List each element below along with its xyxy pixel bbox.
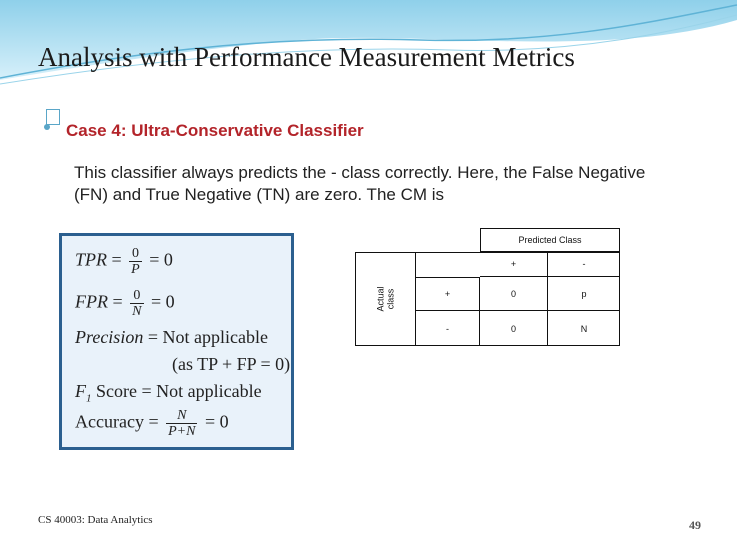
- col-header-minus: -: [548, 252, 620, 277]
- confusion-matrix: [355, 228, 620, 346]
- fpr-denominator: N: [132, 304, 142, 319]
- case-description: This classifier always predicts the - class correctly. Here, the False Negative (FN) and True Negative (TN) are zero. The CM is: [74, 163, 646, 204]
- fpr-numerator: 0: [130, 288, 143, 304]
- tpr-numerator: 0: [129, 246, 142, 262]
- accuracy-numerator: N: [177, 408, 187, 423]
- fpr-label: FPR: [75, 291, 108, 312]
- fpr-fraction: [130, 288, 143, 319]
- precision-formula: Precision = Not applicable: [75, 327, 268, 347]
- formula-box: [59, 233, 294, 450]
- accuracy-formula: Accuracy = $\frac{N}{P+N}$ = 0: [75, 408, 229, 439]
- f1-formula: $F_1$ Score = Not applicable: [75, 381, 262, 405]
- tpr-formula: TPR = $\frac{0}{P}$ = 0: [75, 246, 173, 277]
- cell-plus-plus: 0: [480, 277, 548, 311]
- fpr-result: = 0: [151, 291, 175, 312]
- f1-label: F: [75, 381, 86, 401]
- precision-note: (as TP + FP = 0): [172, 354, 291, 374]
- slide-footer: CS 40003: Data Analytics: [38, 514, 153, 526]
- slide-title: Analysis with Performance Measurement Metrics: [38, 42, 575, 72]
- tpr-denominator: P: [131, 262, 140, 277]
- cell-plus-minus: p: [548, 277, 620, 311]
- tpr-label: TPR: [75, 249, 108, 270]
- row-header-minus: -: [415, 311, 480, 346]
- actual-class-header: [355, 252, 415, 346]
- bullet-box-icon: [46, 109, 60, 125]
- page-number: 49: [689, 518, 701, 532]
- cell-minus-plus: 0: [480, 311, 548, 346]
- f1-word: Score: [91, 381, 137, 401]
- row-header-plus: +: [415, 277, 480, 311]
- predicted-class-header: Predicted Class: [480, 228, 620, 252]
- tpr-result: = 0: [149, 249, 173, 270]
- precision-value: Not applicable: [162, 327, 268, 347]
- actual-label-line1: Actual: [375, 286, 386, 312]
- actual-label-line2: class: [385, 288, 396, 310]
- accuracy-fraction: [166, 408, 197, 439]
- case-heading: Case 4: Ultra-Conservative Classifier: [66, 121, 364, 140]
- col-header-plus: +: [480, 252, 548, 277]
- bullet-dot-icon: [44, 124, 50, 130]
- accuracy-denominator: P+N: [168, 424, 196, 439]
- accuracy-result: = 0: [204, 411, 229, 432]
- f1-value: Not applicable: [156, 381, 262, 401]
- accuracy-label: Accuracy: [75, 411, 144, 432]
- precision-label: Precision: [75, 327, 144, 347]
- tpr-fraction: [129, 246, 142, 277]
- fpr-formula: FPR = $\frac{0}{N}$ = 0: [75, 288, 175, 319]
- f1-subscript: 1: [86, 392, 92, 405]
- cell-minus-minus: N: [580, 323, 588, 334]
